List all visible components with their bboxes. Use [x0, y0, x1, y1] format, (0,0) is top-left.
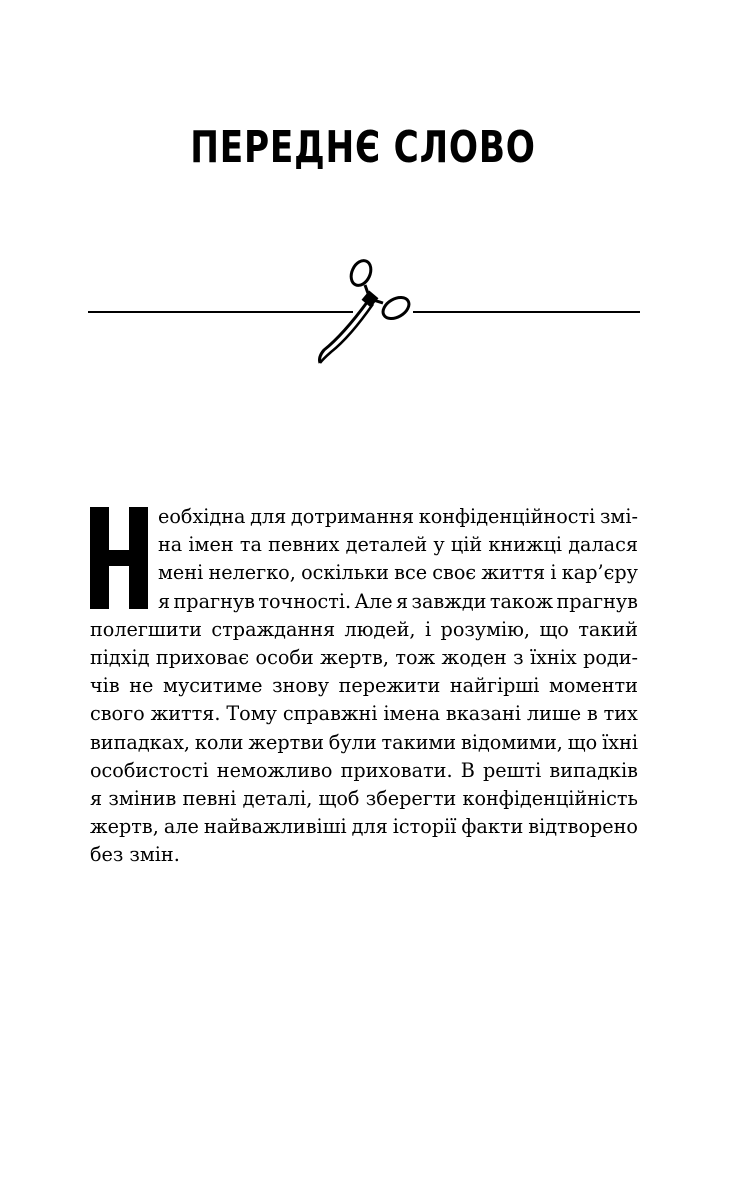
word: що — [567, 730, 598, 754]
word: щоб — [318, 786, 360, 810]
word: книжці — [488, 533, 563, 557]
text-line — [158, 503, 638, 531]
word: їхні — [602, 730, 638, 754]
word: найважливіші — [203, 815, 347, 839]
word: конфіденційності — [418, 505, 596, 528]
word: далася — [568, 533, 638, 557]
word: я — [90, 786, 103, 810]
text-line — [90, 672, 638, 700]
word: були — [328, 730, 377, 754]
word: знову — [272, 674, 329, 698]
word: імен — [188, 533, 234, 557]
word: точності. — [258, 589, 352, 613]
foreword-text — [90, 503, 638, 869]
word: певні — [182, 786, 237, 810]
svg-text:Н: Н — [119, 567, 120, 568]
text-line — [158, 559, 638, 587]
word: імена — [383, 702, 441, 726]
word: тих — [603, 702, 638, 726]
word: змін. — [129, 843, 180, 867]
word: оскільки — [301, 561, 389, 585]
chapter-title: ПЕРЕДНЄ СЛОВО — [190, 122, 536, 173]
word: жертв, — [320, 645, 389, 669]
word: та — [239, 533, 262, 557]
text-line — [90, 700, 638, 728]
word: дотримання — [290, 505, 415, 528]
text-line — [90, 841, 638, 869]
word: особистості — [90, 758, 209, 782]
word: вказані — [445, 702, 521, 726]
word: життя. — [150, 702, 221, 726]
text-line — [90, 785, 638, 813]
word: прагнув — [173, 589, 255, 613]
word: все — [394, 561, 428, 585]
word: полегшити — [90, 617, 202, 641]
word: цій — [450, 533, 483, 557]
word: на — [158, 533, 183, 557]
text-line — [90, 644, 638, 672]
word: коли — [194, 730, 244, 754]
word: життя — [481, 561, 546, 585]
word: деталей — [345, 533, 428, 557]
word: своє — [432, 561, 477, 585]
word: Але — [354, 589, 393, 613]
word: але — [163, 815, 199, 839]
word: змінив — [108, 786, 177, 810]
word: Тому — [226, 702, 277, 726]
word: справжні — [282, 702, 378, 726]
word: жоден — [441, 645, 507, 669]
text-line — [90, 729, 638, 757]
word: я — [158, 589, 171, 613]
word: для — [250, 505, 287, 528]
word: В — [460, 758, 475, 782]
word: випадків — [549, 758, 638, 782]
word: без — [90, 843, 124, 867]
word: відомими, — [461, 730, 563, 754]
word: прагнув — [556, 589, 638, 613]
word: випадках, — [90, 730, 190, 754]
text-line — [90, 813, 638, 841]
word: такими — [381, 730, 457, 754]
text-line — [158, 588, 638, 616]
word: і — [424, 617, 432, 641]
word: неможливо — [216, 758, 333, 782]
word: нелегко, — [208, 561, 296, 585]
word: також — [489, 589, 554, 613]
word: свого — [90, 702, 145, 726]
word: факти — [461, 815, 524, 839]
word: еобхідна — [158, 505, 246, 528]
word: деталі, — [242, 786, 313, 810]
word: муситиме — [163, 674, 263, 698]
word: тож — [395, 645, 436, 669]
word: кар’єру — [561, 561, 638, 585]
text-line — [90, 616, 638, 644]
word: підхід — [90, 645, 150, 669]
word: приховати. — [340, 758, 453, 782]
word: зберегти — [365, 786, 457, 810]
word: жертв, — [90, 815, 159, 839]
word: такий — [578, 617, 638, 641]
surgical-clamp-icon — [88, 255, 640, 370]
text-line — [158, 531, 638, 559]
word: конфіденційність — [462, 786, 638, 810]
word: мені — [158, 561, 204, 585]
word: страждання — [211, 617, 336, 641]
text-line — [90, 757, 638, 785]
word: особи — [255, 645, 314, 669]
word: пережити — [338, 674, 441, 698]
word: відтворено — [528, 815, 638, 839]
word: що — [539, 617, 569, 641]
word: не — [129, 674, 154, 698]
word: людей, — [344, 617, 416, 641]
word: їхніх — [529, 645, 577, 669]
word: жертви — [248, 730, 324, 754]
word: роди- — [583, 645, 638, 669]
word: у — [433, 533, 445, 557]
word: найгірші — [449, 674, 540, 698]
word: я — [396, 589, 409, 613]
word: для — [351, 815, 388, 839]
word: історії — [392, 815, 457, 839]
word: чів — [90, 674, 120, 698]
word: певних — [268, 533, 340, 557]
word: решті — [483, 758, 542, 782]
word: приховає — [155, 645, 250, 669]
word: з — [513, 645, 524, 669]
word: в — [586, 702, 598, 726]
word: завжди — [411, 589, 487, 613]
word: лише — [526, 702, 582, 726]
word: розумію, — [440, 617, 531, 641]
word: моменти — [548, 674, 638, 698]
word: змі- — [599, 505, 638, 528]
word: і — [550, 561, 557, 585]
